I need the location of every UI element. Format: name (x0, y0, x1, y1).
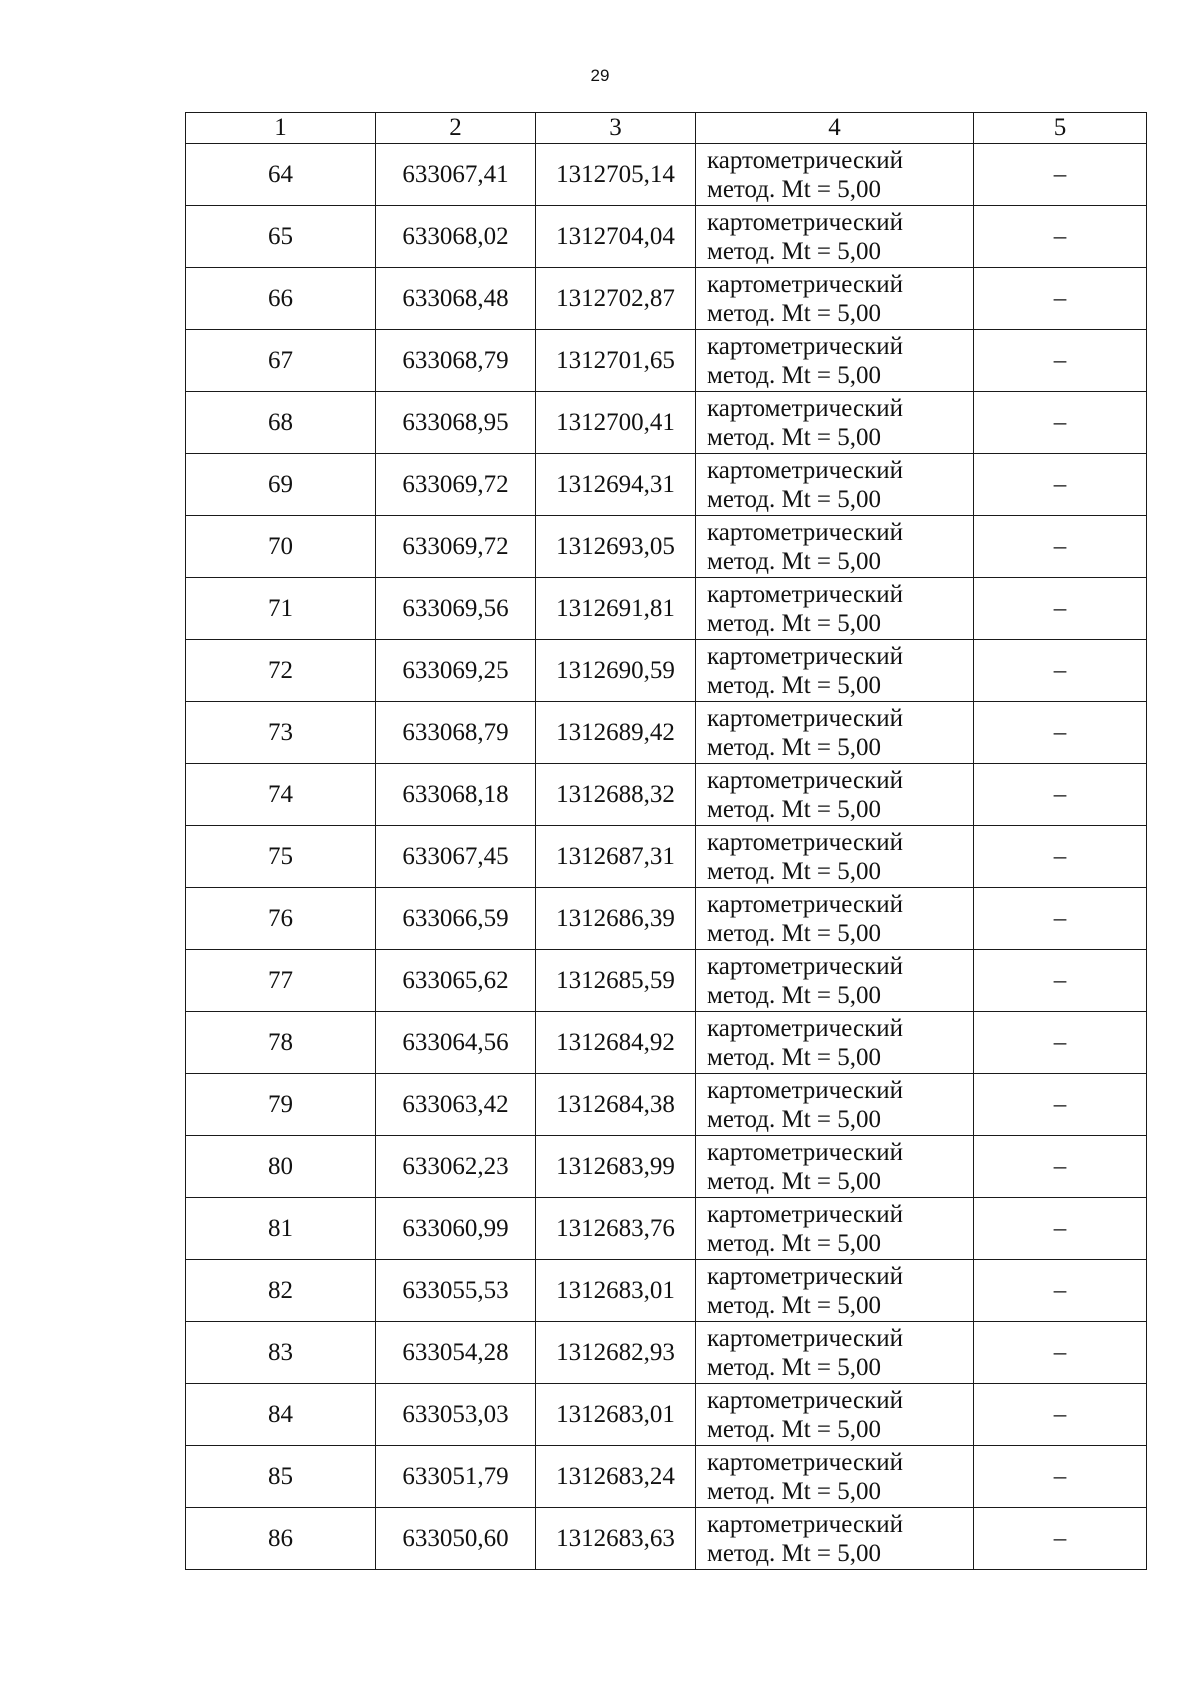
y-coordinate-cell: 1312691,81 (536, 578, 696, 640)
description-cell: – (974, 1446, 1147, 1508)
method-cell (696, 454, 974, 516)
point-number-cell: 72 (186, 640, 376, 702)
y-coordinate-cell: 1312689,42 (536, 702, 696, 764)
method-accuracy: метод. Mt = 5,00 (707, 237, 882, 265)
point-number-cell: 75 (186, 826, 376, 888)
table-row (186, 144, 1147, 206)
table-row (186, 640, 1147, 702)
method-cell (696, 206, 974, 268)
method-accuracy: метод. Mt = 5,00 (707, 1539, 882, 1567)
table-row (186, 516, 1147, 578)
table-row (186, 454, 1147, 516)
table-row (186, 1198, 1147, 1260)
method-accuracy: метод. Mt = 5,00 (707, 361, 882, 389)
y-coordinate-cell: 1312688,32 (536, 764, 696, 826)
y-coordinate-cell: 1312700,41 (536, 392, 696, 454)
y-coordinate-cell: 1312690,59 (536, 640, 696, 702)
x-coordinate-cell: 633069,72 (376, 454, 536, 516)
method-name: картометрический (707, 394, 903, 422)
method-name: картометрический (707, 270, 903, 298)
method-name: картометрический (707, 1324, 903, 1352)
method-accuracy: метод. Mt = 5,00 (707, 919, 882, 947)
x-coordinate-cell: 633051,79 (376, 1446, 536, 1508)
table-body (186, 144, 1147, 1570)
column-header: 2 (376, 113, 536, 144)
x-coordinate-cell: 633068,95 (376, 392, 536, 454)
method-accuracy: метод. Mt = 5,00 (707, 1353, 882, 1381)
point-number-cell: 68 (186, 392, 376, 454)
x-coordinate-cell: 633055,53 (376, 1260, 536, 1322)
table-row (186, 1136, 1147, 1198)
y-coordinate-cell: 1312693,05 (536, 516, 696, 578)
y-coordinate-cell: 1312694,31 (536, 454, 696, 516)
x-coordinate-cell: 633068,48 (376, 268, 536, 330)
table-row (186, 392, 1147, 454)
description-cell: – (974, 268, 1147, 330)
description-cell: – (974, 826, 1147, 888)
y-coordinate-cell: 1312687,31 (536, 826, 696, 888)
method-accuracy: метод. Mt = 5,00 (707, 175, 882, 203)
method-accuracy: метод. Mt = 5,00 (707, 485, 882, 513)
column-header: 3 (536, 113, 696, 144)
method-name: картометрический (707, 952, 903, 980)
point-number-cell: 74 (186, 764, 376, 826)
x-coordinate-cell: 633069,56 (376, 578, 536, 640)
x-coordinate-cell: 633067,45 (376, 826, 536, 888)
point-number-cell: 64 (186, 144, 376, 206)
x-coordinate-cell: 633064,56 (376, 1012, 536, 1074)
description-cell: – (974, 454, 1147, 516)
y-coordinate-cell: 1312705,14 (536, 144, 696, 206)
coordinates-table (185, 112, 1147, 1570)
method-accuracy: метод. Mt = 5,00 (707, 981, 882, 1009)
method-accuracy: метод. Mt = 5,00 (707, 547, 882, 575)
method-cell (696, 330, 974, 392)
description-cell: – (974, 1198, 1147, 1260)
y-coordinate-cell: 1312683,24 (536, 1446, 696, 1508)
description-cell: – (974, 950, 1147, 1012)
method-cell (696, 702, 974, 764)
y-coordinate-cell: 1312682,93 (536, 1322, 696, 1384)
method-cell (696, 1508, 974, 1570)
page-number: 29 (590, 66, 610, 85)
method-cell (696, 1136, 974, 1198)
method-accuracy: метод. Mt = 5,00 (707, 1229, 882, 1257)
column-header: 5 (974, 113, 1147, 144)
table-row (186, 1446, 1147, 1508)
point-number-cell: 85 (186, 1446, 376, 1508)
method-name: картометрический (707, 1200, 903, 1228)
method-cell (696, 1260, 974, 1322)
x-coordinate-cell: 633068,79 (376, 702, 536, 764)
method-name: картометрический (707, 704, 903, 732)
description-cell: – (974, 1260, 1147, 1322)
x-coordinate-cell: 633054,28 (376, 1322, 536, 1384)
point-number-cell: 65 (186, 206, 376, 268)
y-coordinate-cell: 1312701,65 (536, 330, 696, 392)
y-coordinate-cell: 1312684,38 (536, 1074, 696, 1136)
method-name: картометрический (707, 1386, 903, 1414)
table-row (186, 826, 1147, 888)
table-row (186, 578, 1147, 640)
method-accuracy: метод. Mt = 5,00 (707, 671, 882, 699)
method-accuracy: метод. Mt = 5,00 (707, 1291, 882, 1319)
table-row (186, 764, 1147, 826)
description-cell: – (974, 578, 1147, 640)
method-cell (696, 826, 974, 888)
method-cell (696, 1384, 974, 1446)
description-cell: – (974, 1074, 1147, 1136)
method-name: картометрический (707, 456, 903, 484)
description-cell: – (974, 516, 1147, 578)
table-row (186, 702, 1147, 764)
point-number-cell: 67 (186, 330, 376, 392)
point-number-cell: 80 (186, 1136, 376, 1198)
table-row (186, 206, 1147, 268)
description-cell: – (974, 1384, 1147, 1446)
column-header: 1 (186, 113, 376, 144)
description-cell: – (974, 702, 1147, 764)
point-number-cell: 73 (186, 702, 376, 764)
x-coordinate-cell: 633053,03 (376, 1384, 536, 1446)
description-cell: – (974, 764, 1147, 826)
y-coordinate-cell: 1312683,99 (536, 1136, 696, 1198)
method-accuracy: метод. Mt = 5,00 (707, 795, 882, 823)
method-cell (696, 640, 974, 702)
point-number-cell: 70 (186, 516, 376, 578)
x-coordinate-cell: 633068,79 (376, 330, 536, 392)
method-accuracy: метод. Mt = 5,00 (707, 299, 882, 327)
method-accuracy: метод. Mt = 5,00 (707, 1477, 882, 1505)
table-row (186, 1322, 1147, 1384)
method-name: картометрический (707, 766, 903, 794)
method-cell (696, 764, 974, 826)
method-name: картометрический (707, 1510, 903, 1538)
table-row (186, 1074, 1147, 1136)
method-name: картометрический (707, 580, 903, 608)
method-cell (696, 888, 974, 950)
y-coordinate-cell: 1312683,01 (536, 1260, 696, 1322)
point-number-cell: 84 (186, 1384, 376, 1446)
method-cell (696, 392, 974, 454)
method-cell (696, 268, 974, 330)
table-row (186, 268, 1147, 330)
description-cell: – (974, 1322, 1147, 1384)
method-name: картометрический (707, 1262, 903, 1290)
column-header: 4 (696, 113, 974, 144)
point-number-cell: 82 (186, 1260, 376, 1322)
table-row (186, 1508, 1147, 1570)
description-cell: – (974, 392, 1147, 454)
method-name: картометрический (707, 828, 903, 856)
method-name: картометрический (707, 208, 903, 236)
y-coordinate-cell: 1312683,63 (536, 1508, 696, 1570)
description-cell: – (974, 888, 1147, 950)
x-coordinate-cell: 633065,62 (376, 950, 536, 1012)
point-number-cell: 83 (186, 1322, 376, 1384)
method-cell (696, 1322, 974, 1384)
point-number-cell: 71 (186, 578, 376, 640)
method-accuracy: метод. Mt = 5,00 (707, 423, 882, 451)
method-accuracy: метод. Mt = 5,00 (707, 1105, 882, 1133)
method-accuracy: метод. Mt = 5,00 (707, 1043, 882, 1071)
x-coordinate-cell: 633067,41 (376, 144, 536, 206)
method-cell (696, 516, 974, 578)
point-number-cell: 79 (186, 1074, 376, 1136)
table-row (186, 1384, 1147, 1446)
table-row (186, 1012, 1147, 1074)
method-cell (696, 950, 974, 1012)
method-accuracy: метод. Mt = 5,00 (707, 857, 882, 885)
point-number-cell: 69 (186, 454, 376, 516)
y-coordinate-cell: 1312683,76 (536, 1198, 696, 1260)
method-name: картометрический (707, 332, 903, 360)
description-cell: – (974, 1508, 1147, 1570)
method-cell (696, 1446, 974, 1508)
description-cell: – (974, 1136, 1147, 1198)
x-coordinate-cell: 633050,60 (376, 1508, 536, 1570)
method-name: картометрический (707, 1076, 903, 1104)
y-coordinate-cell: 1312702,87 (536, 268, 696, 330)
description-cell: – (974, 144, 1147, 206)
description-cell: – (974, 1012, 1147, 1074)
method-cell (696, 578, 974, 640)
point-number-cell: 76 (186, 888, 376, 950)
x-coordinate-cell: 633062,23 (376, 1136, 536, 1198)
method-name: картометрический (707, 642, 903, 670)
x-coordinate-cell: 633063,42 (376, 1074, 536, 1136)
x-coordinate-cell: 633068,18 (376, 764, 536, 826)
table-row (186, 1260, 1147, 1322)
x-coordinate-cell: 633069,25 (376, 640, 536, 702)
point-number-cell: 81 (186, 1198, 376, 1260)
y-coordinate-cell: 1312686,39 (536, 888, 696, 950)
method-accuracy: метод. Mt = 5,00 (707, 609, 882, 637)
table-header-row (186, 113, 1147, 144)
method-cell (696, 1074, 974, 1136)
method-cell (696, 1012, 974, 1074)
description-cell: – (974, 330, 1147, 392)
point-number-cell: 86 (186, 1508, 376, 1570)
y-coordinate-cell: 1312704,04 (536, 206, 696, 268)
x-coordinate-cell: 633069,72 (376, 516, 536, 578)
method-name: картометрический (707, 1014, 903, 1042)
method-accuracy: метод. Mt = 5,00 (707, 1415, 882, 1443)
method-name: картометрический (707, 1138, 903, 1166)
method-name: картометрический (707, 146, 903, 174)
method-name: картометрический (707, 1448, 903, 1476)
description-cell: – (974, 206, 1147, 268)
method-cell (696, 1198, 974, 1260)
y-coordinate-cell: 1312685,59 (536, 950, 696, 1012)
point-number-cell: 78 (186, 1012, 376, 1074)
table-row (186, 888, 1147, 950)
method-name: картометрический (707, 518, 903, 546)
method-name: картометрический (707, 890, 903, 918)
x-coordinate-cell: 633060,99 (376, 1198, 536, 1260)
table-row (186, 330, 1147, 392)
y-coordinate-cell: 1312683,01 (536, 1384, 696, 1446)
y-coordinate-cell: 1312684,92 (536, 1012, 696, 1074)
x-coordinate-cell: 633066,59 (376, 888, 536, 950)
method-cell (696, 144, 974, 206)
point-number-cell: 66 (186, 268, 376, 330)
description-cell: – (974, 640, 1147, 702)
method-accuracy: метод. Mt = 5,00 (707, 733, 882, 761)
table-row (186, 950, 1147, 1012)
method-accuracy: метод. Mt = 5,00 (707, 1167, 882, 1195)
point-number-cell: 77 (186, 950, 376, 1012)
x-coordinate-cell: 633068,02 (376, 206, 536, 268)
